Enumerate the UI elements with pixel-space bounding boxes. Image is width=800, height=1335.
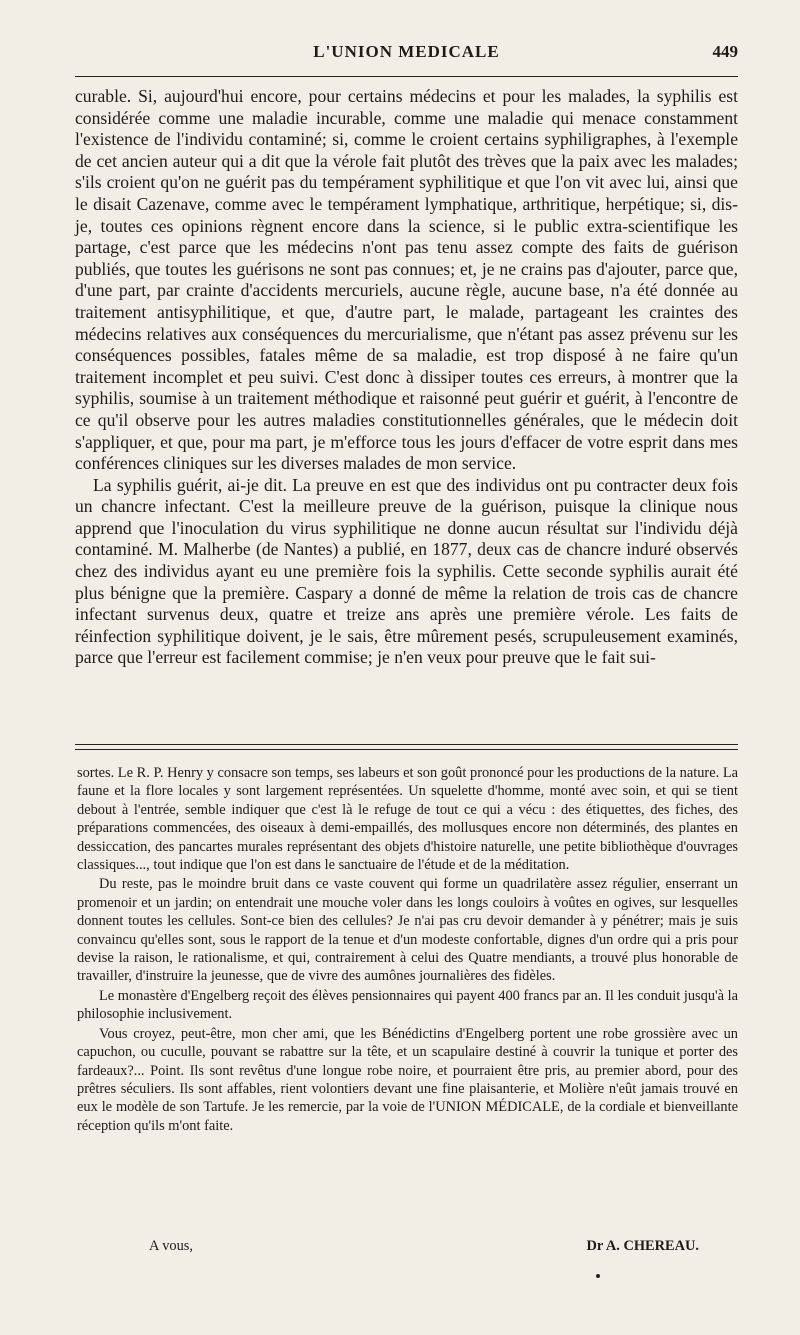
main-article-text — [75, 86, 738, 669]
author-signature: Dr A. CHEREAU. — [586, 1238, 699, 1254]
running-title: L'UNION MEDICALE — [313, 42, 500, 61]
feuilleton-paragraph-3: Le monastère d'Engelberg reçoit des élèves pensionnaires qui payent 400 francs par an. Il les conduit jusqu'à la philosophie inclusivement. — [77, 987, 738, 1023]
feuilleton-paragraph-2: Du reste, pas le moindre bruit dans ce vaste couvent qui forme un quadrilatère assez régulier, enserrant un promenoir et un jardin; on entendrait une mouche voler dans les longs couloirs à voûtes en ogives, sur lesquelles donnent toutes les cellules. Sont-ce bien des cellules? Je n'ai pas cru devoir demander à y pénétrer; mais je suis convaincu qu'elles sont, sous le rapport de la tenue et d'un modeste confortable, dignes d'un ordre qui a pris pour devise la raison, le rationalisme, et qui, contrairement à celui des Quatre mendiants, a trouvé plus honorable de travailler, d'instruire la jeunesse, que de vivre des aumônes journalières des fidèles. — [77, 876, 738, 985]
feuilleton-paragraph-4: Vous croyez, peut-être, mon cher ami, que les Bénédictins d'Engelberg portent une robe grossière avec un capuchon, ou cuculle, pouvant se rabattre sur la tête, et un scapulaire destiné à couvrir la tunique et porter des fardeaux?... Point. Ils sont revêtus d'une longue robe noire, et pourraient être pris, au premier abord, pour des prêtres séculiers. Ils sont affables, rient volontiers devant une fine plaisanterie, et Molière n'eût jamais trouvé en eux le modèle de son Tartufe. Je les remercie, par la voie de l'UNION MÉDICALE, de la cordiale et bienveillante réception qu'ils m'ont faite. — [77, 1025, 738, 1134]
signoff-line — [77, 1238, 699, 1258]
feuilleton-paragraph-1: sortes. Le R. P. Henry y consacre son temps, ses labeurs et son goût prononcé pour les productions de la nature. La faune et la flore locales y sont largement représentées. Un squelette d'homme, monté avec soin, et qui se tient debout à l'entrée, semble indiquer que c'est là le refuge de tout ce qui a vécu : des étiquettes, des fiches, des préparations commencées, des oiseaux à demi-empaillés, des mollusques encore non déterminés, des plantes en dessiccation, des pancartes murales représentant des objets d'histoire naturelle, une petite bibliothèque d'ouvrages classiques..., tout indique que l'on est dans le sanctuaire de l'étude et de la méditation. — [77, 765, 738, 874]
page-header — [75, 42, 738, 70]
main-paragraph-1: curable. Si, aujourd'hui encore, pour certains médecins et pour les malades, la syphilis est considérée comme une maladie incurable, comme une maladie qui menace constamment l'existence de l'individu contaminé; si, comme le croient certains syphiligraphes, à l'exemple de cet ancien auteur qui a dit que la vérole fait plutôt des trèves que la paix avec les malades; s'ils croient qu'on ne guérit pas du tempérament syphilitique et que l'on vit avec lui, ainsi que le disait Cazenave, comme avec le tempérament lymphatique, arthritique, herpétique; si, dis-je, toutes ces opinions règnent encore dans la science, si le public extra-scientifique les partage, c'est parce que les médecins n'ont pas tenu assez compte des faits de guérison publiés, que toutes les guérisons ne sont pas connues; et, je ne crains pas d'ajouter, parce que, d'une part, par crainte d'accidents mercuriels, aucune règle, aucune base, n'a été donnée au traitement antisyphilitique, et que, d'autre part, le malade, partageant les craintes des médecins relatives aux conséquences du mercurialisme, que n'étant pas assez prévenu sur les conséquences possibles, fatales même de sa maladie, est trop disposé à ne faire qu'un traitement incomplet et peu suivi. C'est donc à dissiper toutes ces erreurs, à montrer que la syphilis, soumise à un traitement méthodique et raisonné peut guérir et guérit, à l'encontre de ce qu'il observe pour les autres maladies constitutionnelles générales, que le médecin doit s'appliquer, et que, pour ma part, je m'efforce tous les jours d'effacer de votre esprit dans mes conférences cliniques sur les diverses malades de mon service. — [75, 86, 738, 474]
header-rule — [75, 76, 738, 77]
salutation: A vous, — [149, 1238, 193, 1254]
section-divider-rule — [75, 744, 738, 750]
ink-speck — [596, 1274, 600, 1278]
feuilleton-text — [77, 764, 738, 1135]
main-paragraph-2: La syphilis guérit, ai-je dit. La preuve en est que des individus ont pu contracter deux fois un chancre infectant. C'est la meilleure preuve de la guérison, puisque la clinique nous apprend que l'inoculation du virus syphilitique ne donne aucun résultat sur l'individu déjà contaminé. M. Malherbe (de Nantes) a publié, en 1877, deux cas de chancre induré observés chez des individus ayant eu une première fois la syphilis. Cette seconde syphilis aurait été plus bénigne que la première. Caspary a donné de même la relation de trois cas de chancre infectant survenus deux, quatre et treize ans après une première vérole. Les faits de réinfection syphilitique doivent, je le sais, être mûrement pesés, scrupuleusement examinés, parce que l'erreur est facilement commise; je n'en veux pour preuve que le fait sui- — [75, 474, 738, 668]
page-number: 449 — [712, 42, 738, 61]
